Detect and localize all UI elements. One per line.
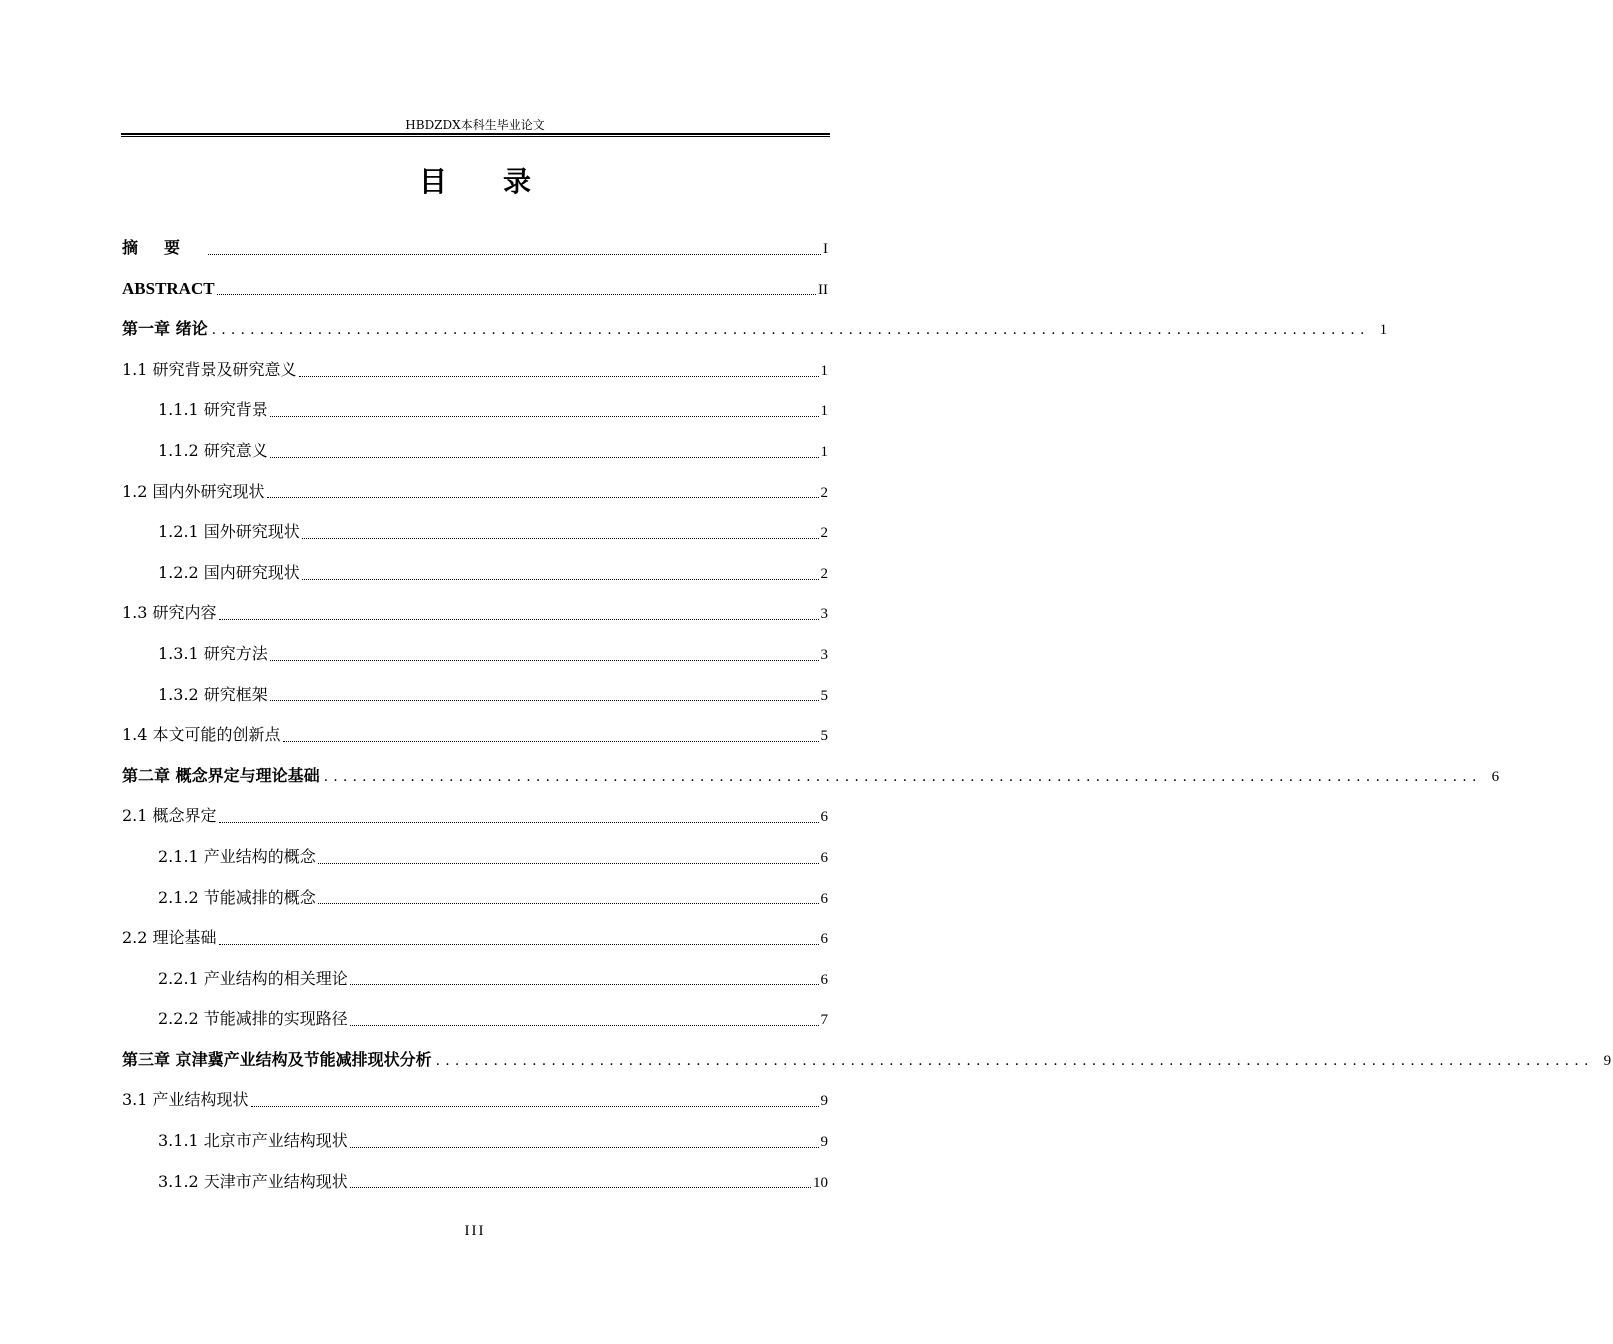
header-rule-thin: [121, 136, 830, 137]
toc-leader-dots: [350, 1187, 811, 1188]
toc-entry[interactable]: [122, 1080, 828, 1121]
toc-leader-dots: ........................................................................................................................: [323, 768, 1482, 785]
toc-entry-label: 第二章 概念界定与理论基础: [122, 765, 320, 785]
toc-entry-page: 10: [813, 1174, 828, 1191]
toc-entry-label: 1.3 研究内容: [122, 603, 217, 623]
toc-entry-label: 3.1.2 天津市产业结构现状: [158, 1171, 348, 1191]
toc-leader-dots: [267, 497, 819, 498]
toc-entry-page: 2: [820, 484, 828, 501]
toc-entry-label: 1.3.1 研究方法: [158, 643, 268, 663]
toc-entry[interactable]: [122, 350, 828, 391]
toc-entry-page: 3: [820, 606, 828, 623]
toc-entry-page: 2: [820, 525, 828, 542]
toc-entry-label: 1.2.2 国内研究现状: [158, 562, 300, 582]
toc-leader-dots: [318, 903, 819, 904]
toc-entry[interactable]: [122, 553, 828, 594]
toc-leader-dots: [219, 822, 819, 823]
toc-entry[interactable]: [122, 634, 828, 675]
toc-leader-dots: [318, 863, 819, 864]
toc-entry-label: 2.2.1 产业结构的相关理论: [158, 968, 348, 988]
toc-leader-dots: [270, 416, 819, 417]
toc-entry-label: 3.1.1 北京市产业结构现状: [158, 1131, 348, 1151]
toc-entry[interactable]: [122, 1162, 828, 1203]
toc-entry-label: 2.1.1 产业结构的概念: [158, 846, 316, 866]
toc-entry-page: 1: [820, 443, 828, 460]
toc-entry[interactable]: [122, 756, 1500, 797]
toc-entry-page: 1: [820, 403, 828, 420]
toc-entry-page: 6: [820, 809, 828, 826]
toc-entry[interactable]: [122, 472, 828, 513]
toc-entry[interactable]: [122, 309, 1388, 350]
toc-entry[interactable]: [122, 1121, 828, 1162]
toc-leader-dots: ........................................................................................................................: [435, 1052, 1594, 1069]
toc-entry[interactable]: [122, 796, 828, 837]
toc-entry[interactable]: [122, 593, 828, 634]
toc-entry-label: 2.2 理论基础: [122, 928, 217, 948]
toc-leader-dots: [208, 254, 821, 255]
toc-leader-dots: [350, 1147, 819, 1148]
toc-entry[interactable]: [122, 228, 828, 269]
toc-leader-dots: [302, 579, 819, 580]
toc-entry-label: 1.4 本文可能的创新点: [122, 725, 281, 745]
toc-entry[interactable]: [122, 269, 828, 310]
toc-entry[interactable]: [122, 1040, 1612, 1081]
toc-entry-label: 1.1.1 研究背景: [158, 400, 268, 420]
toc-entry[interactable]: [122, 918, 828, 959]
toc-leader-dots: [219, 944, 819, 945]
toc-leader-dots: [350, 984, 819, 985]
toc-entry-page: 6: [820, 849, 828, 866]
toc-entry-page: 6: [820, 931, 828, 948]
toc-leader-dots: [302, 538, 819, 539]
toc-leader-dots: [270, 660, 819, 661]
toc-entry-page: 3: [820, 646, 828, 663]
toc-leader-dots: [283, 741, 819, 742]
toc-leader-dots: [251, 1106, 819, 1107]
toc-entry[interactable]: [122, 837, 828, 878]
toc-entry-label: 1.1 研究背景及研究意义: [122, 359, 297, 379]
toc-entry-label: 2.2.2 节能减排的实现路径: [158, 1009, 348, 1029]
toc-entry-page: II: [818, 281, 828, 298]
toc-entry[interactable]: [122, 431, 828, 472]
toc-leader-dots: ........................................................................................................................: [211, 322, 1370, 339]
toc-entry-page: 9: [820, 1134, 828, 1151]
toc-entry-page: I: [823, 241, 828, 257]
toc-entry-page: 9: [1603, 1052, 1612, 1069]
toc-leader-dots: [350, 1025, 819, 1026]
toc-entry-label: ABSTRACT: [122, 278, 215, 298]
toc-entry[interactable]: [122, 512, 828, 553]
toc-entry-label: 第三章 京津冀产业结构及节能减排现状分析: [122, 1049, 432, 1069]
toc-entry-page: 5: [820, 728, 828, 745]
toc-entry[interactable]: [122, 959, 828, 1000]
toc-entry-label: 第一章 绪论: [122, 319, 208, 339]
toc-entry-page: 6: [820, 971, 828, 988]
toc-leader-dots: [270, 700, 819, 701]
toc-entry-label: 3.1 产业结构现状: [122, 1090, 249, 1110]
toc-entry-page: 6: [1491, 768, 1500, 785]
toc-leader-dots: [270, 457, 819, 458]
header-rule: [121, 133, 830, 135]
toc-leader-dots: [299, 376, 819, 377]
toc-entry-label: 1.2.1 国外研究现状: [158, 522, 300, 542]
toc-leader-dots: [217, 294, 816, 295]
toc-title: 目录: [418, 165, 587, 198]
toc-entry-label: 2.1 概念界定: [122, 806, 217, 826]
toc-entry-label: 2.1.2 节能减排的概念: [158, 887, 316, 907]
toc-entry-page: 7: [820, 1012, 828, 1029]
toc-entry[interactable]: [122, 878, 828, 919]
toc-entry-page: 2: [820, 565, 828, 582]
running-header: HBDZDX本科生毕业论文: [405, 118, 545, 132]
toc-leader-dots: [219, 619, 819, 620]
toc-entry[interactable]: [122, 675, 828, 716]
toc-entry-page: 9: [820, 1093, 828, 1110]
table-of-contents: [122, 228, 1612, 1202]
toc-entry-page: 5: [820, 687, 828, 704]
toc-entry[interactable]: [122, 715, 828, 756]
toc-entry[interactable]: [122, 390, 828, 431]
toc-entry-label: 1.2 国内外研究现状: [122, 481, 265, 501]
toc-entry-label: 1.1.2 研究意义: [158, 440, 268, 460]
toc-entry[interactable]: [122, 999, 828, 1040]
toc-entry-label: 1.3.2 研究框架: [158, 684, 268, 704]
toc-entry-label: 摘要: [122, 238, 207, 257]
page-number: III: [464, 1223, 486, 1239]
toc-entry-page: 1: [1379, 322, 1388, 339]
toc-entry-page: 6: [820, 890, 828, 907]
toc-entry-page: 1: [820, 362, 828, 379]
